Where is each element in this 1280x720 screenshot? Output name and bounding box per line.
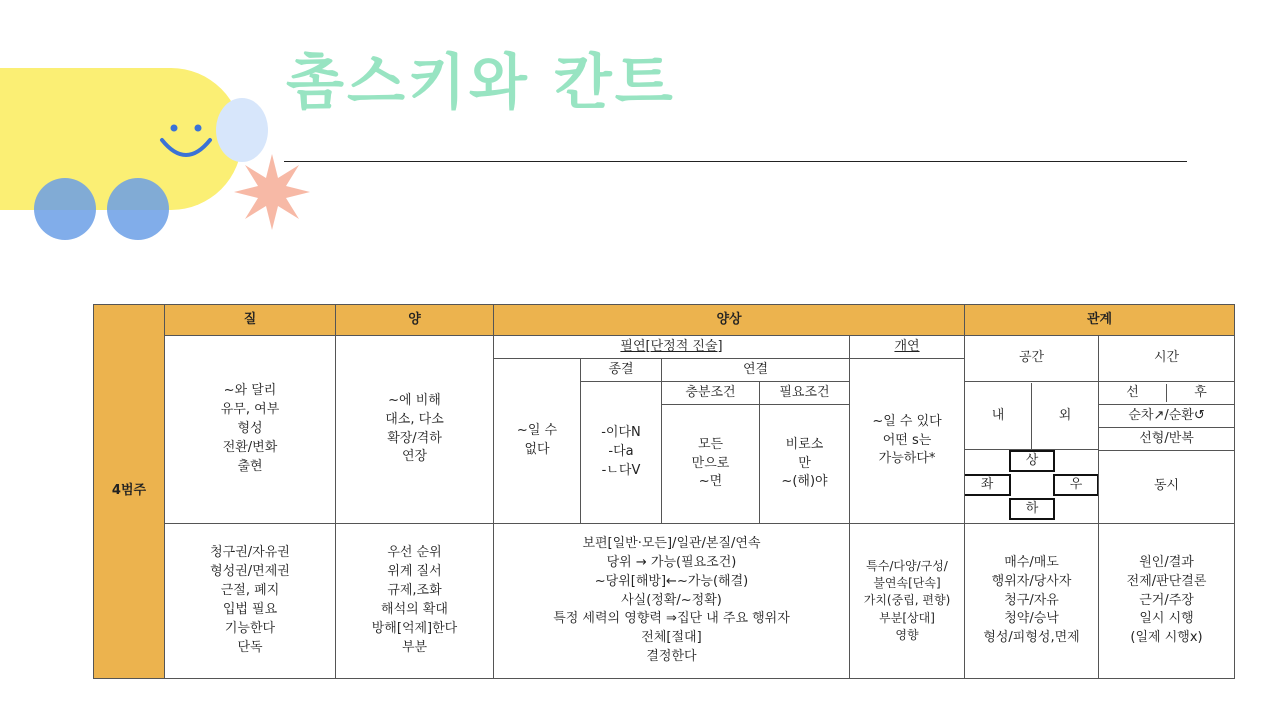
cross-up: 상 [1009,450,1055,472]
title-divider [284,161,1187,162]
time-simultaneous: 동시 [1153,477,1180,493]
sufficient-cell: 모든 만으로 ~면 [662,405,760,524]
light-blue-blob [216,98,268,162]
subheader-sufficient: 충분조건 [662,382,760,405]
subheader-necessary: 필요조건 [760,382,850,405]
space-outer: 외 [1058,407,1072,423]
contingency-row2-cell: 특수/다양/구성/ 불연속[단속] 가치(중립, 편향) 부분[상대] 영향 [850,524,965,679]
quality-row2-cell: 청구권/자유권 형성권/면제권 근절, 폐지 입법 필요 기능한다 단독 [165,524,336,679]
space-inner: 내 [965,383,1032,449]
subheader-necessity: 필연[단정적 진술] [494,336,850,359]
subheader-space: 공간 [965,336,1099,382]
direction-cross [965,450,1098,522]
time-sequence: 순차↗/순환↺ [1099,405,1234,428]
necessary-cell: 비로소 만 ~(해)야 [760,405,850,524]
quantity-row2-cell: 우선 순위 위계 질서 규제,조화 해석의 확대 방해[억제]한다 부분 [336,524,494,679]
star-icon [234,154,310,230]
subheader-contingency: 개연 [850,336,965,359]
categories-table [93,304,1235,679]
time-row2-cell: 원인/결과 전제/판단결론 근거/주장 일시 시행 (일제 시행x) [1099,524,1235,679]
impossible-cell: ~일 수 없다 [494,359,581,524]
smiley-icon [156,118,216,168]
blue-circle-left [34,178,96,240]
slide-title: 촘스키와 칸트 [286,48,676,118]
header-relation: 관계 [965,305,1235,336]
time-linear: 선형/반복 [1099,428,1234,451]
modality-row2-cell: 보편[일반·모든]/일관/본질/연속 당위 → 가능(필요조건) ~당위[해방]←~가능(해결) 사실(정확/~정확) 특정 세력의 영향력 ⇒집단 내 주요 행위자 전체[절대] 결정한다 [494,524,850,679]
cross-right: 우 [1053,474,1099,496]
space-row2-cell: 매수/매도 행위자/당사자 청구/자유 청약/승낙 형성/피형성,면제 [965,524,1099,679]
subheader-time: 시간 [1099,336,1235,382]
space-row1-cell [965,382,1099,524]
terminal-cell: -이다N -다a -ㄴ다V [581,382,662,524]
cross-down: 하 [1009,498,1055,520]
cross-left: 좌 [965,474,1011,496]
time-before-after: 선 후 [1099,382,1234,405]
time-row1-cell [1099,382,1235,524]
subheader-connect: 연결 [662,359,850,382]
row-label-4-categories: 4범주 [94,305,165,679]
subheader-terminal: 종결 [581,359,662,382]
blue-circle-right [107,178,169,240]
quantity-row1-cell: ~에 비해 대소, 다소 확장/격하 연장 [336,336,494,524]
header-modality: 양상 [494,305,965,336]
contingency-row1-cell: ~일 수 있다 어떤 s는 가능하다* [850,359,965,524]
quality-row1-cell: ~와 달리 유무, 여부 형성 전환/변화 출현 [165,336,336,524]
header-quality: 질 [165,305,336,336]
header-quantity: 양 [336,305,494,336]
